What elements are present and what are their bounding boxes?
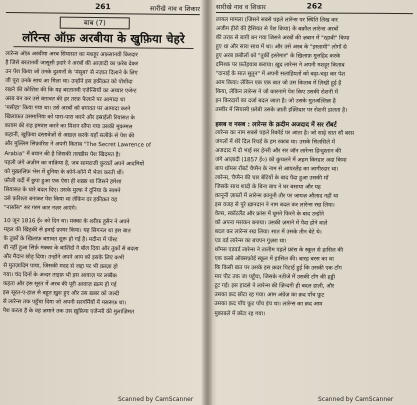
text-line: लायल मामला (जिसने सबसे पहले लारेन्स पर स्थिति लिख कर	[215, 17, 338, 24]
text-line: को अपना मसकन बनाया। उसकी ज़माने में पैदा होने वाले	[214, 220, 328, 227]
left-body-text	[3, 50, 198, 318]
text-line: जिसके साथ शादी के बिना बाप ने घर बसाया और यह	[215, 183, 321, 191]
text-line: अजीम हीरो की हैसियत से पेश किया) के बक़ौल लारेन्स अरबों	[215, 26, 339, 33]
left-page-number: 261	[95, 1, 111, 12]
right-body-text	[214, 16, 412, 320]
text-line: थॉमस एडवर्ड लारेन्स ने तालीम पहले फ्रांस के स्कूल से हासिल की	[214, 247, 344, 254]
text-line: और मुल्लिम सिफ़ारिश ने अपनी किताब "The Secret Lawrence of	[4, 141, 151, 150]
right-page-number: 262	[306, 1, 323, 11]
text-line: फ़ौजी वर्दी में छुपा हुआ एक ऐसा ही शख़्स था जिसने हमेशा	[4, 177, 122, 185]
text-line: की तरफ़ से बाग़ी बन गया जिसने अरबों की ज़बान में "रहाबी" किया	[215, 35, 350, 42]
text-line: इन किरदारों का दर्जा बदल जाता है। जो उसके मुतअल्लिक़ है	[215, 98, 336, 106]
text-line: से मुतज़ादिम पाया, जिसकी मदद से जद्दा पर भी क़ब्ज़ा हो	[3, 263, 118, 271]
text-line: कहानी, खुफ़िया दस्तावेज़ों से अख़ज़ करके यहाँ सलीक़े से पेश की	[4, 132, 135, 140]
text-line: बाप थॉमस रॉबर्ट चैप्मैन के नाम से आयरलैंड का जागीरदार था।	[215, 165, 339, 173]
left-page	[0, 0, 204, 405]
left-running-head	[6, 2, 200, 15]
text-line: सियासत के धारे बदल दिए। उसके मुल्क ने दुनिया के सामने	[3, 186, 121, 194]
text-line: कि किसी बात पर उसके इस क़दर पिटाई हुई कि उसकी एक टाँग	[214, 265, 342, 272]
text-line: और मैदान छोड़ दिया। उन्होंने अपने आप को इसके लिए कभी	[3, 254, 125, 262]
right-scan-watermark: Scanned by CamScanner	[318, 396, 394, 403]
text-line: टूट गई। इस हादसे ने लारेन्स की ज़िन्दगी ही बदल डाली, और	[214, 283, 335, 291]
left-scan-watermark: Scanned by CamScanner	[118, 396, 194, 403]
text-line: उसे फ़रिश्ता बनाकर पेश किया था लेकिन दर हक़ीक़त वह	[3, 195, 118, 203]
text-line: पहली जंगे अज़ीम का वाक़िया है, जब सामराजी कुव्वतें अपने आदमियों	[4, 159, 145, 168]
text-line: कायम की राह हमवार करने का मिशन सौंपा गया उसकी मुकम्मल	[4, 123, 133, 131]
right-running-head	[216, 2, 413, 14]
text-line: अरब बन कर उसे बग़ावत की हर तरफ़ फैलाने पर आमादा था	[4, 96, 126, 104]
text-line: गया। चंद दिनों के अन्दर ताइफ़ भी इस आवाज़ पर लब्बैक	[3, 272, 117, 280]
text-line: उसका क़द पाँच फ़ुट पाँच इंच था। लारेन्स का क़द आम	[214, 301, 323, 309]
text-line: से लारेन्स तक पहुँचा दिया जो अपनी सरगर्मियों में मसरूफ़ था।	[2, 299, 126, 307]
text-line: क़ानूनी ज़ाब्तों में लारेन्स क़ानूनी तौर पर जायज़ औलाद नहीं था	[214, 192, 339, 200]
text-line: है जिसे बरतानवी जासूसी इदारे ने अरबों की आज़ादी का फ़रेब देकर	[5, 60, 139, 68]
text-line: एक कस्बे ऑक्सफ़ोर्ड स्कूल में हासिल की। बारह बरस का था	[214, 256, 334, 263]
text-line: लारेन्स, चैप्मैन की चार बेटियों के बाद पैदा हुआ उसकी माँ	[215, 174, 329, 182]
book-gutter	[202, 0, 212, 405]
left-running-title: सारीखे नाव व शिकार	[149, 4, 200, 14]
text-line: मुक़ाबले में छोटा रह गया।	[214, 310, 265, 317]
text-line: Arabia" में बयान की है जिसकी तल्ख़ीस पेश खिदमत है।	[4, 150, 121, 158]
right-page	[208, 0, 417, 405]
text-line: 'मसीहा' किया गया था। उसे अरबों को बगावत पर आमादा करने	[4, 105, 131, 113]
text-line: अजदाद में दो भाई सर हेनरी और सर जॉन लारेन्स हिन्दुस्तान की	[215, 147, 342, 155]
text-line: कहता और इस सूरत में अरब की पूरी आवाज़ ख़त्म हो गई	[2, 281, 117, 289]
text-line: हसब व नसब : लारेन्स के क़दीम अजदाद में सर रॉबर्ट	[215, 120, 337, 129]
text-line: पेश करता है के वह ज़माने तक उस ख़ुफ़िया एजेन्सी की मुलाज़िमत	[2, 308, 135, 316]
text-line: महल की खिड़की से हवाई फ़ायर किया। यह सिगनल था इस बात	[3, 226, 131, 235]
text-line: मार पीट तक जा पहुँचा, जिसके नतीजे में उसकी टाँग की हड्डी	[214, 274, 335, 281]
text-line: जंगे आज़ादी (1857 ई०) को कुचलने में अहम किरदार अदा किया	[215, 156, 347, 164]
text-line: जी पूरा उनके साथ आ मिला था। उन्होंने इस हकीक़त को पोशीदा	[5, 78, 133, 86]
text-line: वेल्स, स्कॉटलैंड और फ्रांस में घूमने फिरने के बाद उन्होंने	[214, 211, 324, 218]
chapter-title: लॉरेन्स ऑफ़ अरबीया के खुफ़िया चेहरे	[22, 30, 185, 46]
text-line: खिलाफ़त उसमानिया को पारा-पारा करने और इस्राईली रियासत के	[4, 114, 135, 122]
text-line: इस सूरत-ए-हाल से बहुत ख़ुश हुए और उस ख़बर को जल्दी	[2, 290, 120, 298]
text-line: लारेन्स ऑफ़ अरबीया अरब सियासत का मशहूर अफ़सानवी किरदार	[5, 51, 138, 59]
text-line: हुए अरब क़बीलों को "तुर्की इस्तेमार" के ख़िलाफ़ मुत्तहिद करके	[215, 53, 341, 60]
text-line: रखने की कोशिश की कि यह बरतानवी एजेन्सियों का अय्यार एजेन्ट	[5, 87, 137, 95]
text-line: हुए था और सारा साथ में था। और उसे अरब के "इस्लामी" लोगों से	[215, 44, 347, 51]
text-line: "नासाँस" सर गरम कार नज़र आएंगे।	[3, 204, 77, 212]
text-line: किया, लेकिन लारेन्स ने जो कारनामे पेश किए उसकी रोशनी में	[215, 89, 338, 97]
right-running-title: सारीखे नाव व शिकार	[215, 3, 266, 12]
text-line: के तुर्कों के खिलाफ़ बग़ावत शुरू हो गई है। मदीना में पोस्ट	[3, 235, 118, 244]
text-line: को मुख़्तलिफ़ भेस में दुनिया के कोने-कोने में भेजा करती थीं।	[4, 168, 124, 176]
text-line: एड वर्ड लारेन्स का बचपन गुज़रा था।	[214, 238, 287, 245]
text-line: उसका क़द छोटा रह गया। आम अंग्रेज़ का क़द पाँच फ़ुट	[214, 292, 325, 300]
text-line: "दानाई के सात सुतून" में अपनी सलाहियतों को बढ़ा-चढ़ा कर पेश	[215, 71, 346, 78]
text-line: 10 जून 1816 ई० को दिन था। मक्का के शरीफ़ हुसैन ने अपने	[3, 217, 130, 226]
text-line: बी नहीं हुआ सिर्फ़ मक्का के बाशिंदों ने बोल दिया और तुर्कों से बदला	[3, 245, 139, 253]
text-line: बदल कर लारेन्स रख लिया। सात में उसके तीन बेटे थे।	[214, 229, 322, 236]
text-line: जंगलों में शेरे दिल रिचर्ड के हम रकाब था। उसके सिलसिले में	[215, 138, 335, 146]
text-line: आम किया। लेकिन एक एक बात जो उस किताब में लिखी हुई है	[215, 80, 342, 88]
text-line: उन पेश किया जो उनके दुश्मनों के 'मंसूबा' से नज़ात दिलाने के लिए	[5, 69, 138, 77]
chapter-label: बाब (7)	[60, 17, 130, 30]
text-line: इस वजह से पूरे ख़ानदान ने नाम बदल कर लारेन्स रख लिया।	[214, 201, 335, 209]
text-line: तस्वीर में सियासी फ़रेबी उसके ज़ाती इक़्तिदार पर रोशनी डालता है।	[215, 107, 348, 115]
text-line: दमिश्क पर फ़तेहयाब कराया। ख़ुद लारेन्स ने अपनी मशहूर किताब	[215, 62, 345, 69]
text-line: लारेन्स का नाम सबसे पहले रिकॉर्ड पर आता है। जो साढ़े सात सौ बरस	[215, 129, 354, 137]
